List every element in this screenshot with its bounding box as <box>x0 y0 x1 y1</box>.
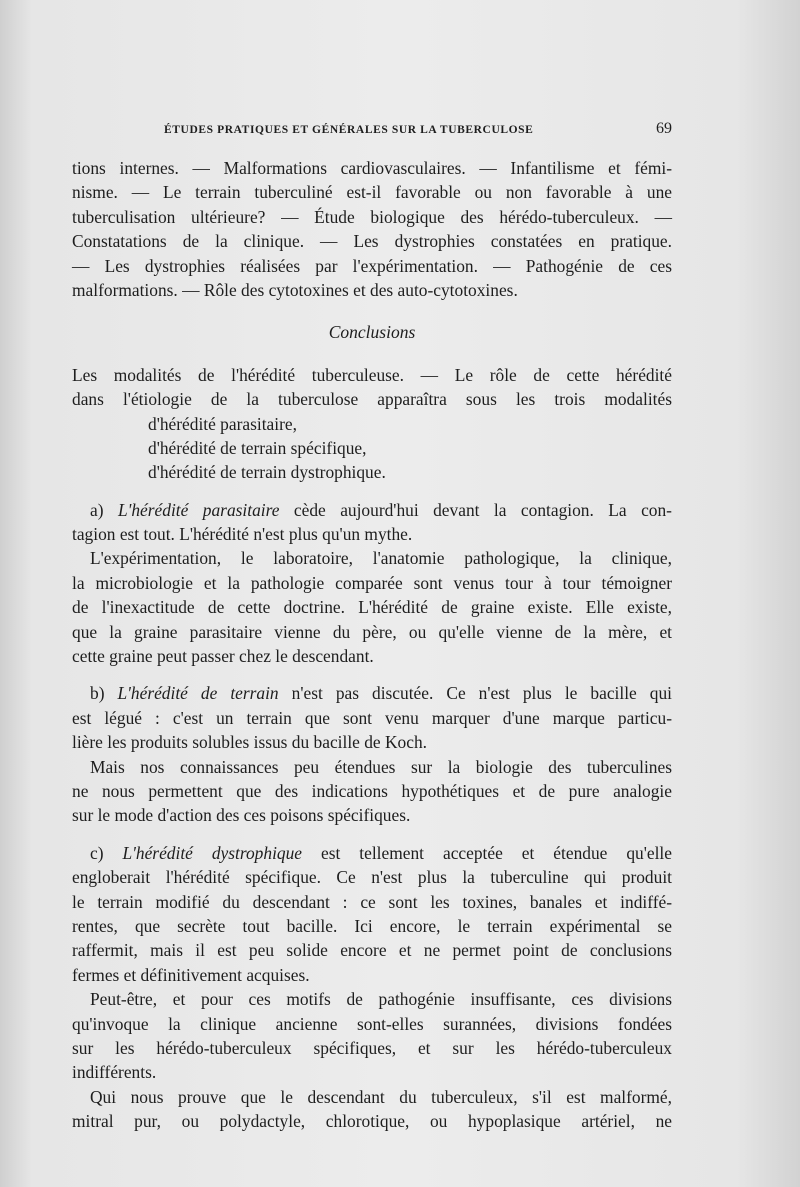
text-line: lière les produits solubles issus du bacille de Koch. <box>72 732 427 753</box>
list-item: d'hérédité parasitaire, <box>148 413 297 434</box>
text-line: que la graine parasitaire vienne du père, ou qu'elle vienne de la mère, et <box>72 621 672 642</box>
item-label: b) <box>90 683 105 704</box>
item-label: c) <box>90 842 104 863</box>
section-b-paragraph <box>72 681 672 827</box>
text-line: cette graine peut passer chez le descendant. <box>72 646 374 667</box>
item-label: a) <box>90 499 104 520</box>
opening-paragraph <box>72 363 672 485</box>
italic-term: L'hérédité parasitaire <box>117 499 280 520</box>
running-title: ÉTUDES PRATIQUES ET GÉNÉRALES SUR LA TUBERCULOSE <box>164 124 534 136</box>
section-a-paragraph <box>72 498 672 669</box>
text-line: Peut-être, et pour ces motifs de pathogénie insuffisante, ces divisions <box>90 989 672 1010</box>
text-line: Mais nos connaissances peu étendues sur la biologie des tuberculines <box>90 756 672 777</box>
text-line: tagion est tout. L'hérédité n'est plus qu'un mythe. <box>72 524 413 545</box>
text-line: rentes, que secrète tout bacille. Ici encore, le terrain expérimental se <box>72 915 672 936</box>
text-line: L'expérimentation, le laboratoire, l'anatomie pathologique, la clinique, <box>90 548 672 569</box>
text-line <box>72 841 672 865</box>
text-line: sur le mode d'action des ces poisons spécifiques. <box>72 805 411 826</box>
text-line: indifférents. <box>72 1062 157 1083</box>
text-line: dans l'étiologie de la tuberculose apparaîtra sous les trois modalités <box>72 389 672 410</box>
text-run: n'est pas discutée. Ce n'est plus le bacille qui <box>291 683 672 704</box>
text-line: Les modalités de l'hérédité tuberculeuse. — Le rôle de cette hérédité <box>72 364 672 385</box>
list-item: d'hérédité de terrain dystrophique. <box>148 462 386 483</box>
intro-paragraph <box>72 156 672 302</box>
text-line: fermes et définitivement acquises. <box>72 964 310 985</box>
italic-term: L'hérédité de terrain <box>117 683 279 704</box>
text-line <box>72 498 672 522</box>
text-line <box>72 681 672 705</box>
text-line: est légué : c'est un terrain que sont venu marquer d'une marque particu- <box>72 707 672 728</box>
text-line: engloberait l'hérédité spécifique. Ce n'est plus la tuberculine qui produit <box>72 867 672 888</box>
text-line: de l'inexactitude de cette doctrine. L'hérédité de graine existe. Elle existe, <box>72 597 672 618</box>
text-line: nisme. — Le terrain tuberculiné est-il favorable ou non favorable à une <box>72 182 672 203</box>
running-header <box>164 120 672 140</box>
text-line: Constatations de la clinique. — Les dystrophies constatées en pratique. <box>72 231 672 252</box>
text-run: cède aujourd'hui devant la contagion. La con- <box>293 499 672 520</box>
text-line: tuberculisation ultérieure? — Étude biologique des hérédo-tuberculeux. — <box>72 206 672 227</box>
page-number: 69 <box>656 120 672 137</box>
text-line: malformations. — Rôle des cytotoxines et des auto-cytotoxines. <box>72 279 518 300</box>
text-line: mitral pur, ou polydactyle, chlorotique, ou hypoplasique artériel, ne <box>72 1111 672 1132</box>
italic-term: L'hérédité dystrophique <box>122 842 303 863</box>
text-run: est tellement acceptée et étendue qu'elle <box>321 842 672 863</box>
text-line: sur les hérédo-tuberculeux spécifiques, et sur les hérédo-tuberculeux <box>72 1037 672 1058</box>
text-line: le terrain modifié du descendant : ce sont les toxines, banales et indiffé- <box>72 891 672 912</box>
section-c-paragraph <box>72 841 672 1134</box>
text-line: Qui nous prouve que le descendant du tuberculeux, s'il est malformé, <box>90 1086 672 1107</box>
heredity-list <box>72 412 672 485</box>
text-line: la microbiologie et la pathologie comparée sont venus tour à tour témoigner <box>72 572 672 593</box>
section-title: Conclusions <box>328 322 416 343</box>
text-line: — Les dystrophies réalisées par l'expérimentation. — Pathogénie de ces <box>72 255 672 276</box>
text-line: raffermit, mais il est peu solide encore et ne permet point de conclusions <box>72 940 672 961</box>
list-item: d'hérédité de terrain spécifique, <box>148 437 367 458</box>
text-line: qu'invoque la clinique ancienne sont-elles surannées, divisions fondées <box>72 1013 672 1034</box>
text-line: ne nous permettent que des indications hypothétiques et de pure analogie <box>72 780 672 801</box>
text-line: tions internes. — Malformations cardiovasculaires. — Infantilisme et fémi- <box>72 158 672 178</box>
page-text <box>72 120 672 1133</box>
